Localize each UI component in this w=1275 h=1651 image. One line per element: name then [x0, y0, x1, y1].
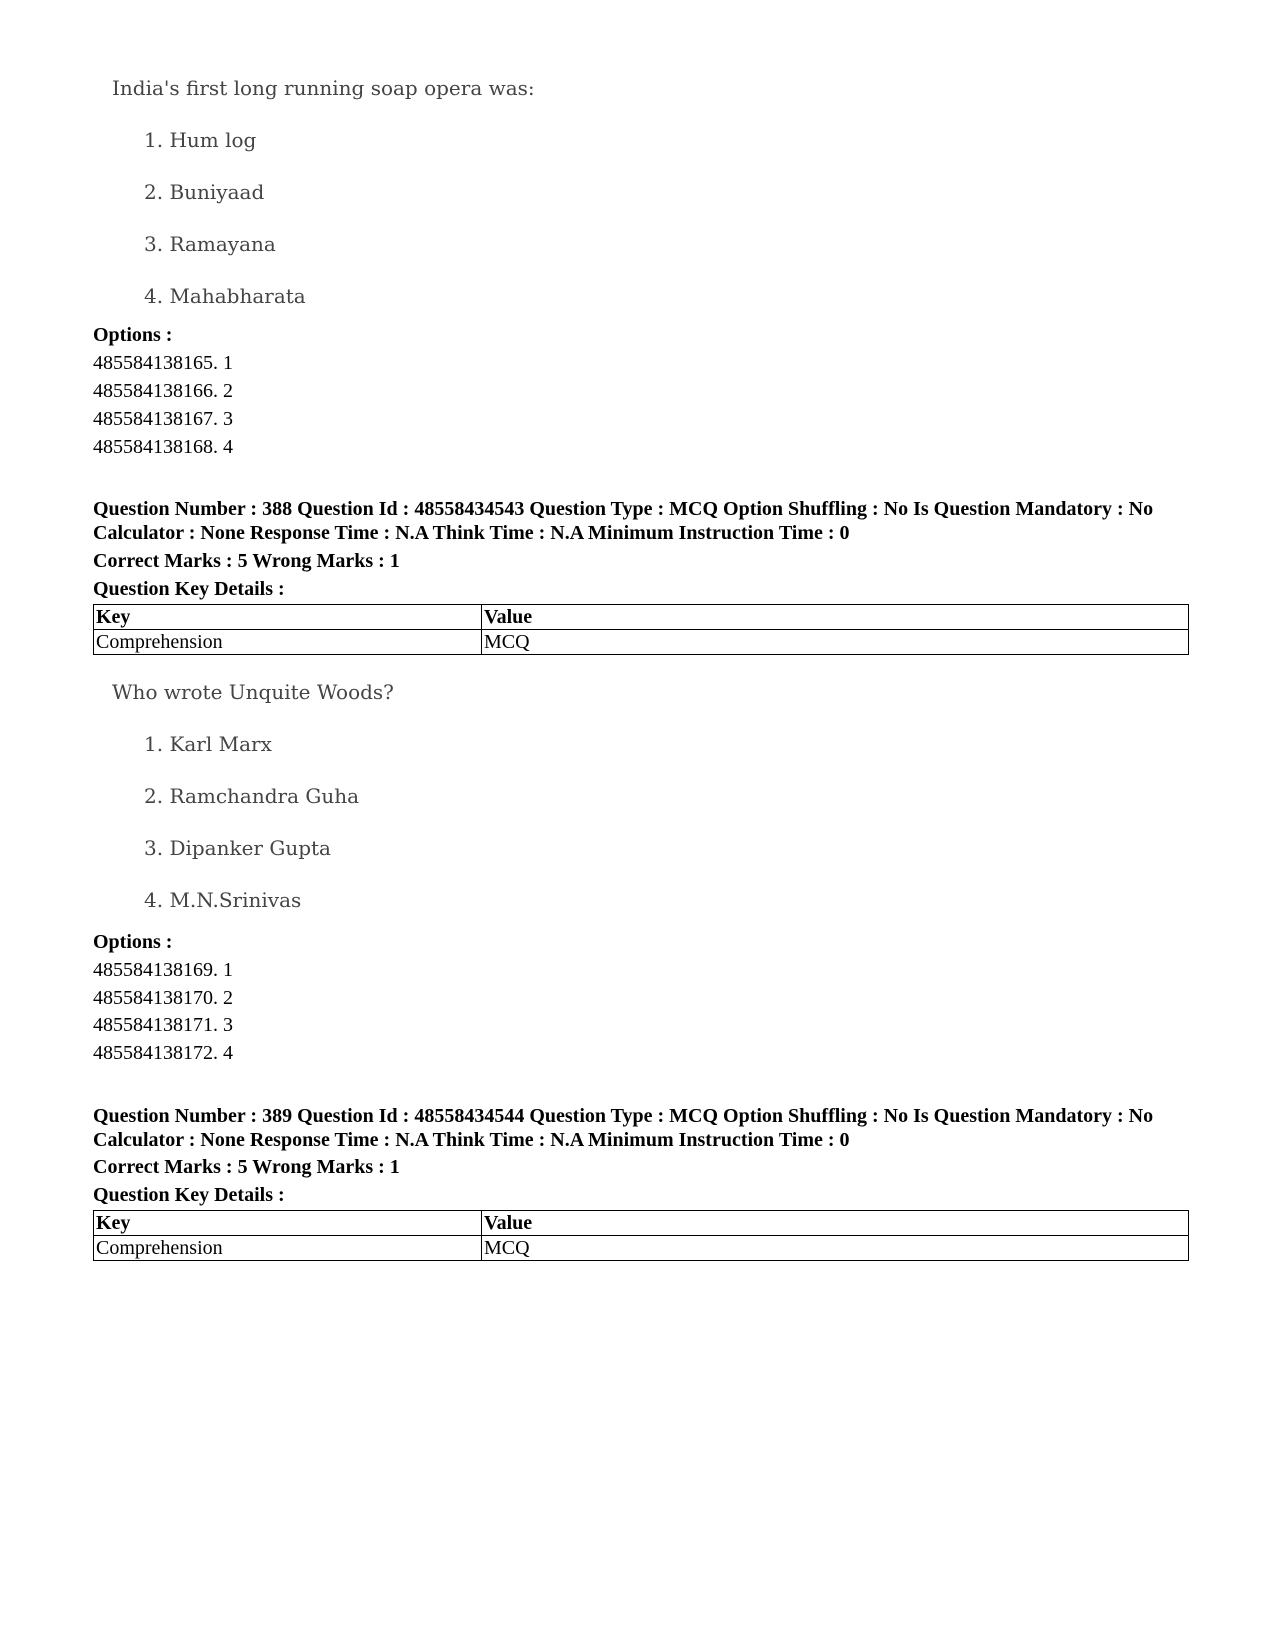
option-id: 485584138166. 2 [93, 380, 233, 402]
question-text: India's first long running soap opera was: [112, 76, 535, 100]
table-header-row [94, 1211, 1189, 1236]
table-cell-key: Comprehension [94, 630, 482, 655]
option-id: 485584138171. 3 [93, 1014, 233, 1036]
choice-3: 3. Ramayana [144, 232, 276, 256]
table-cell-value: MCQ [482, 630, 1189, 655]
choice-1: 1. Hum log [144, 128, 257, 152]
table-header-key: Key [94, 1211, 482, 1236]
option-id: 485584138172. 4 [93, 1042, 233, 1064]
option-id: 485584138167. 3 [93, 408, 233, 430]
key-details-label: Question Key Details : [93, 1184, 285, 1206]
choice-4: 4. M.N.Srinivas [144, 888, 302, 912]
choice-4: 4. Mahabharata [144, 284, 306, 308]
marks-line: Correct Marks : 5 Wrong Marks : 1 [93, 550, 400, 572]
choice-1: 1. Karl Marx [144, 732, 272, 756]
table-row [94, 1236, 1189, 1261]
table-header-key: Key [94, 605, 482, 630]
table-header-row [94, 605, 1189, 630]
choice-2: 2. Buniyaad [144, 180, 265, 204]
options-label: Options : [93, 324, 173, 346]
key-details-label: Question Key Details : [93, 578, 285, 600]
key-details-table [93, 604, 1189, 655]
option-id: 485584138169. 1 [93, 959, 233, 981]
choice-3: 3. Dipanker Gupta [144, 836, 331, 860]
option-id: 485584138165. 1 [93, 352, 233, 374]
table-header-value: Value [482, 1211, 1189, 1236]
key-details-table [93, 1210, 1189, 1261]
table-cell-key: Comprehension [94, 1236, 482, 1261]
option-id: 485584138168. 4 [93, 436, 233, 458]
marks-line: Correct Marks : 5 Wrong Marks : 1 [93, 1156, 400, 1178]
question-text: Who wrote Unquite Woods? [112, 680, 394, 704]
table-row [94, 630, 1189, 655]
question-header: Question Number : 389 Question Id : 48558434544 Question Type : MCQ Option Shuffling : No Is Question Mandatory : No Calculator : None Response Time : N.A Think Time : N.A Minimum Instruction Time : 0 [93, 1105, 1154, 1151]
choice-2: 2. Ramchandra Guha [144, 784, 360, 808]
table-header-value: Value [482, 605, 1189, 630]
option-id: 485584138170. 2 [93, 987, 233, 1009]
table-cell-value: MCQ [482, 1236, 1189, 1261]
options-label: Options : [93, 931, 173, 953]
question-header: Question Number : 388 Question Id : 48558434543 Question Type : MCQ Option Shuffling : No Is Question Mandatory : No Calculator : None Response Time : N.A Think Time : N.A Minimum Instruction Time : 0 [93, 498, 1154, 544]
